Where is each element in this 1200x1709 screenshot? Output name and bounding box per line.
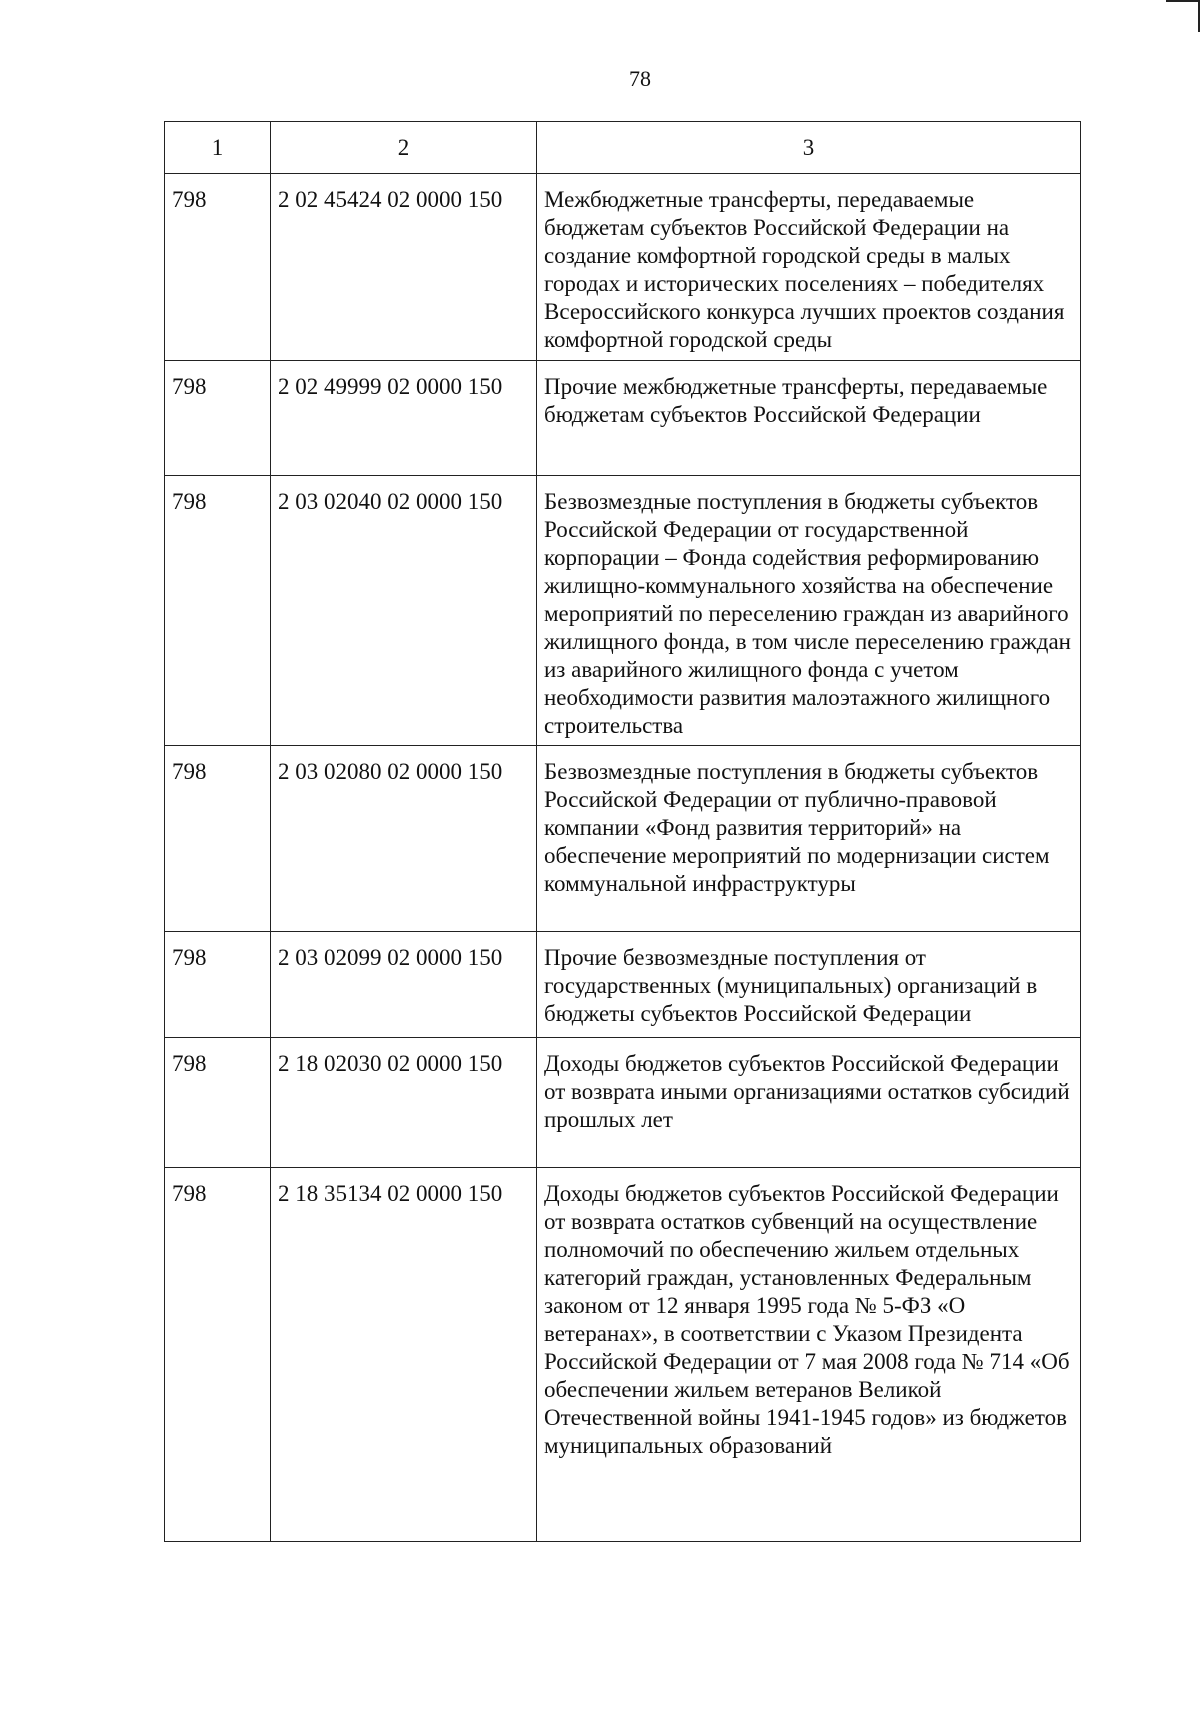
column-header-3: 3 [537,122,1081,174]
income-code-cell: 2 02 49999 02 0000 150 [271,361,537,476]
table-row [165,1168,1081,1542]
column-header-1: 1 [165,122,271,174]
column-header-2: 2 [271,122,537,174]
description-cell: Межбюджетные трансферты, передаваемые бюджетам субъектов Российской Федерации на создание комфортной городской среды в малых городах и исторических поселениях – победителях Всероссийского конкурса лучших проектов создания комфортной городской среды [537,174,1081,361]
admin-code-cell: 798 [165,1038,271,1168]
admin-code-cell: 798 [165,476,271,746]
table-row [165,174,1081,361]
table-header-row [165,122,1081,174]
table-row [165,476,1081,746]
admin-code-cell: 798 [165,361,271,476]
description-cell: Доходы бюджетов субъектов Российской Федерации от возврата остатков субвенций на осуществление полномочий по обеспечению жильем отдельных категорий граждан, установленных Федеральным законом от 12 января 1995 года № 5-ФЗ «О ветеранах», в соответствии с Указом Президента Российской Федерации от 7 мая 2008 года № 714 «Об обеспечении жильем ветеранов Великой Отечественной войны 1941-1945 годов» из бюджетов муниципальных образований [537,1168,1081,1542]
table-row [165,932,1081,1038]
table-row [165,746,1081,932]
income-code-cell: 2 02 45424 02 0000 150 [271,174,537,361]
page-number: 78 [629,66,651,91]
income-code-cell: 2 03 02040 02 0000 150 [271,476,537,746]
description-cell: Доходы бюджетов субъектов Российской Федерации от возврата иными организациями остатков субсидий прошлых лет [537,1038,1081,1168]
admin-code-cell: 798 [165,174,271,361]
description-cell: Безвозмездные поступления в бюджеты субъектов Российской Федерации от государственной корпорации – Фонда содействия реформированию жилищно-коммунального хозяйства на обеспечение мероприятий по переселению граждан из аварийного жилищного фонда, в том числе переселению граждан из аварийного жилищного фонда с учетом необходимости развития малоэтажного жилищного строительства [537,476,1081,746]
table-row [165,361,1081,476]
income-code-cell: 2 18 02030 02 0000 150 [271,1038,537,1168]
admin-code-cell: 798 [165,932,271,1038]
income-codes-table [164,121,1081,1542]
income-code-cell: 2 03 02080 02 0000 150 [271,746,537,932]
description-cell: Безвозмездные поступления в бюджеты субъектов Российской Федерации от публично-правовой компании «Фонд развития территорий» на обеспечение мероприятий по модернизации систем коммунальной инфраструктуры [537,746,1081,932]
income-code-cell: 2 03 02099 02 0000 150 [271,932,537,1038]
scan-corner-mark [1166,0,1200,32]
income-code-cell: 2 18 35134 02 0000 150 [271,1168,537,1542]
description-cell: Прочие межбюджетные трансферты, передаваемые бюджетам субъектов Российской Федерации [537,361,1081,476]
table-row [165,1038,1081,1168]
admin-code-cell: 798 [165,746,271,932]
description-cell: Прочие безвозмездные поступления от государственных (муниципальных) организаций в бюджеты субъектов Российской Федерации [537,932,1081,1038]
admin-code-cell: 798 [165,1168,271,1542]
